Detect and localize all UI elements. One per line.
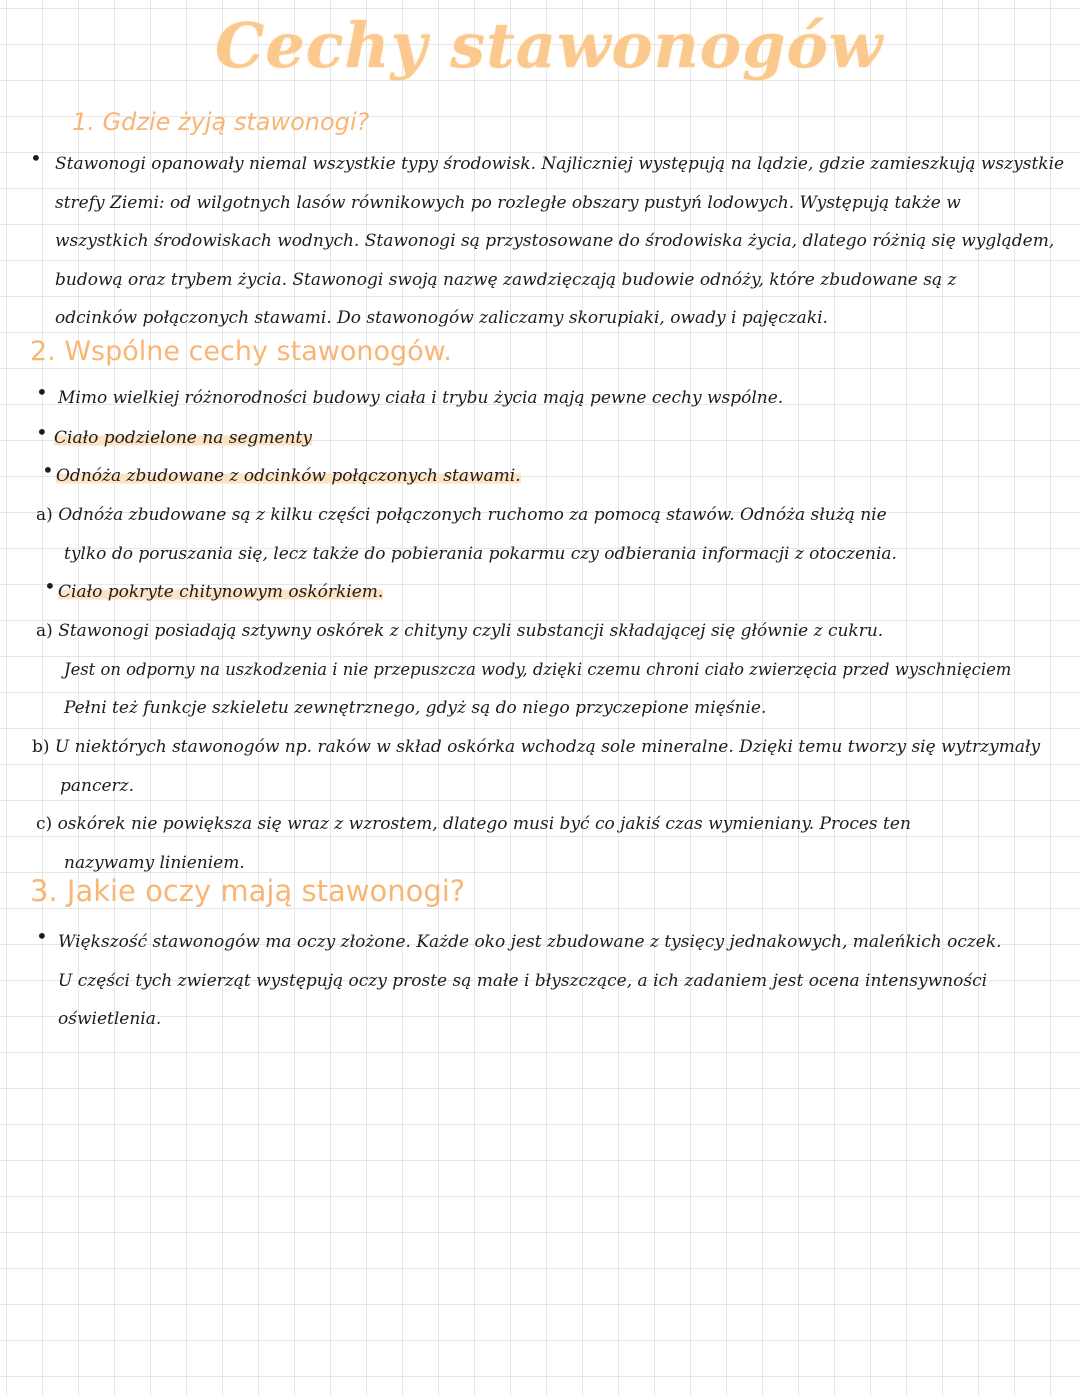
text-line: oskórek nie powiększa się wraz z wzrostem, dlatego musi być co jakiś czas wymieniany. Proces ten [57, 814, 911, 834]
text-line: odcinków połączonych stawami. Do stawonogów zaliczamy skorupiaki, owady i pajęczaki. [55, 308, 828, 328]
text-line: strefy Ziemi: od wilgotnych lasów równikowych po rozległe obszary pustyń lodowych. Występują także w [55, 192, 961, 213]
text-line: Mimo wielkiej różnorodności budowy ciała i trybu życia mają pewne cechy wspólne. [58, 388, 784, 408]
bullet-icon: • [36, 380, 48, 404]
section-heading-2: 2. Wspólne cechy stawonogów. [30, 336, 452, 367]
section-3-paragraph [58, 923, 1002, 1039]
bullet-icon: • [36, 924, 48, 948]
list-marker: b) [32, 737, 50, 757]
text-line: Odnóża zbudowane są z kilku części połączonych ruchomo za pomocą stawów. Odnóża służą nie [58, 505, 887, 525]
section-1-paragraph [55, 145, 1064, 338]
text-line: budową oraz trybem życia. Stawonogi swoją nazwę zawdzięczają budowie odnóży, które zbudowane są z [55, 269, 957, 290]
bullet-icon: • [44, 574, 56, 598]
text-line: U części tych zwierząt występują oczy proste są małe i błyszczące, a ich zadaniem jest ocena intensywności [58, 970, 988, 991]
text-line: oświetlenia. [58, 1009, 162, 1029]
item-a-legs [36, 496, 897, 573]
text-line: tylko do poruszania się, lecz także do pobierania pokarmu czy odbierania informacji z otoczenia. [64, 543, 897, 564]
bullet-icon: • [36, 420, 48, 444]
list-marker: a) [36, 621, 53, 641]
text-line: nazywamy linieniem. [64, 852, 245, 873]
text-line: Pełni też funkcje szkieletu zewnętrznego, gdyż są do niego przyczepione mięśnie. [64, 698, 767, 718]
page-title: Cechy stawonogów [215, 9, 884, 82]
section-heading-3: 3. Jakie oczy mają stawonogi? [30, 874, 466, 908]
text-line: Stawonogi opanowały niemal wszystkie typy środowisk. Najliczniej występują na lądzie, gdzie zamieszkują wszystkie [55, 154, 1065, 174]
item-a-chitin [36, 612, 1011, 728]
text-line: U niektórych stawonogów np. raków w skład oskórka wchodzą sole mineralne. Dzięki temu tworzy się wytrzymały [54, 737, 1041, 757]
text-line: Stawonogi posiadają sztywny oskórek z chityny czyli substancji składającej się głównie z cukru. [58, 621, 884, 641]
list-marker: c) [36, 814, 53, 834]
highlighted-text: Ciało pokryte chitynowym oskórkiem. [58, 582, 384, 602]
bullet-icon: • [42, 458, 54, 482]
bullet-chitin [58, 573, 383, 612]
section-heading-1: 1. Gdzie żyją stawonogi? [72, 108, 370, 136]
text-line: Większość stawonogów ma oczy złożone. Każde oko jest zbudowane z tysięcy jednakowych, maleńkich oczek. [58, 932, 1002, 952]
item-b-minerals [32, 728, 1040, 805]
highlighted-text: Ciało podzielone na segmenty [54, 428, 312, 448]
text-line: Jest on odporny na uszkodzenia i nie przepuszcza wody, dzięki czemu chroni ciało zwierzęcia przed wyschnięciem [64, 659, 1012, 679]
item-c-molting [36, 805, 911, 882]
bullet-segments [54, 419, 312, 458]
bullet-diversity [58, 379, 783, 418]
text-line: pancerz. [60, 775, 135, 796]
list-marker: a) [36, 505, 53, 525]
text-line: wszystkich środowiskach wodnych. Stawonogi są przystosowane do środowiska życia, dlatego różnią się wyglądem, [55, 231, 1055, 251]
bullet-legs [56, 457, 521, 496]
highlighted-text: Odnóża zbudowane z odcinków połączonych stawami. [56, 466, 521, 486]
bullet-icon: • [30, 146, 42, 170]
